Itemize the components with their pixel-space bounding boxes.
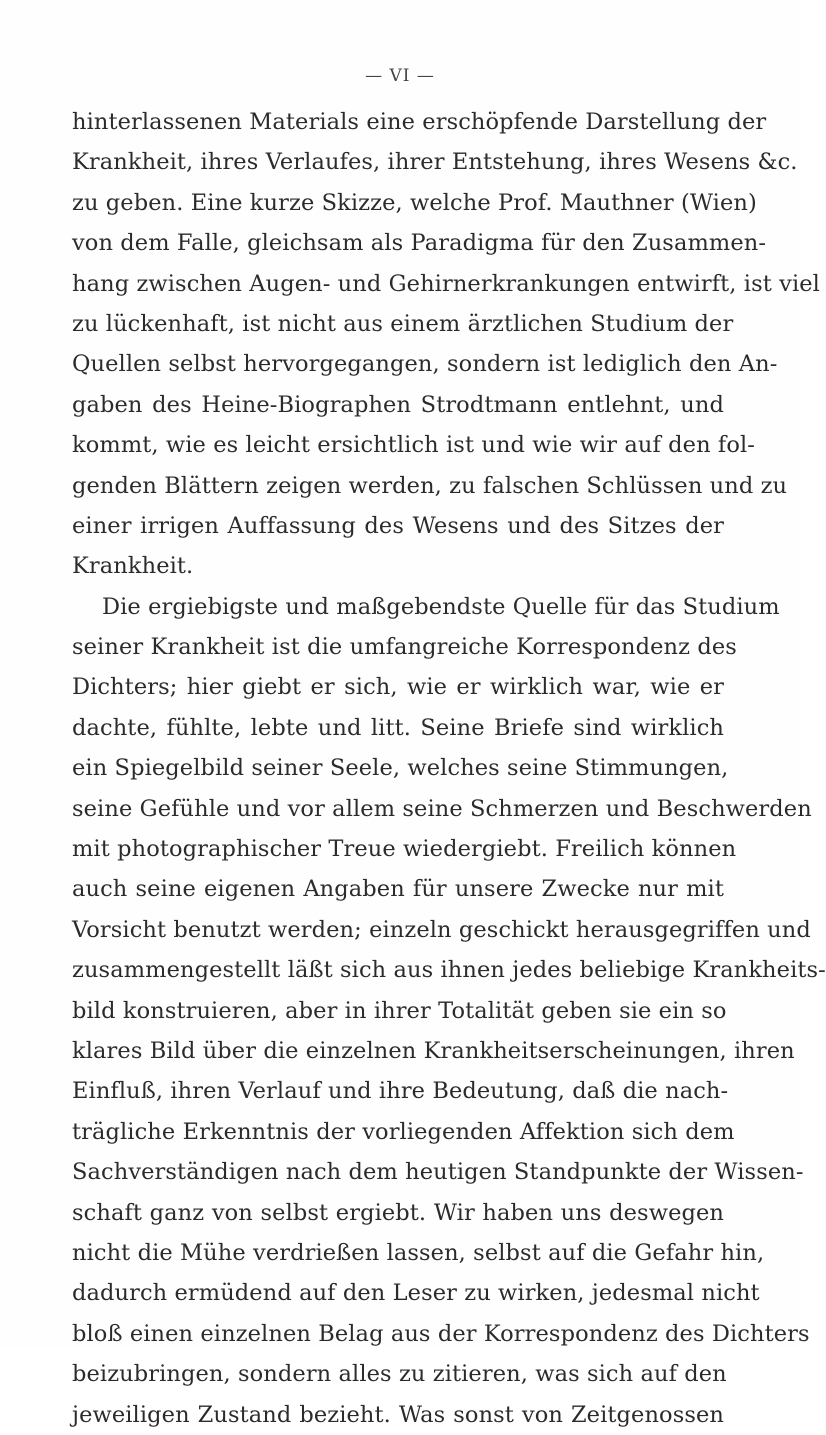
text-line: Krankheit. <box>72 553 194 580</box>
text-line: Krankheit, ihres Verlaufes, ihrer Entstehung, ihres Wesens &c. <box>72 149 798 176</box>
text-line: ein Spiegelbild seiner Seele, welches seine Stimmungen, <box>72 755 729 782</box>
text-line: auch seine eigenen Angaben für unsere Zwecke nur mit <box>72 876 724 903</box>
text-line: hang zwischen Augen- und Gehirnerkrankungen entwirft, ist viel <box>72 270 820 297</box>
text-line: dachte, fühlte, lebte und litt. Seine Briefe sind wirklich <box>72 714 724 741</box>
text-line: Die ergiebigste und maßgebendste Quelle für das Studium <box>102 593 780 620</box>
text-line: klares Bild über die einzelnen Krankheitserscheinungen, ihren <box>72 1037 795 1064</box>
text-line: hinterlassenen Materials eine erschöpfende Darstellung der <box>72 109 767 135</box>
text-line: Quellen selbst hervorgegangen, sondern ist lediglich den An- <box>72 351 778 378</box>
text-line: Dichters; hier giebt er sich, wie er wirklich war, wie er <box>72 674 724 701</box>
text-line: jeweiligen Zustand bezieht. Was sonst von Zeitgenossen <box>72 1401 724 1428</box>
text-line: nicht die Mühe verdrießen lassen, selbst auf die Gefahr hin, <box>72 1239 765 1266</box>
text-line: von dem Falle, gleichsam als Paradigma für den Zusammen- <box>72 230 767 257</box>
text-line: beizubringen, sondern alles zu zitieren, was sich auf den <box>72 1361 727 1388</box>
text-line: schaft ganz von selbst ergiebt. Wir haben uns deswegen <box>72 1199 724 1226</box>
text-line: kommt, wie es leicht ersichtlich ist und wie wir auf den fol- <box>72 432 755 459</box>
text-line: zusammengestellt läßt sich aus ihnen jedes beliebige Krankheits- <box>72 957 826 984</box>
body-text <box>72 102 826 1435</box>
text-line: seine Gefühle und vor allem seine Schmerzen und Beschwerden <box>72 795 812 822</box>
text-line: bild konstruieren, aber in ihrer Totalität geben sie ein so <box>72 997 727 1024</box>
text-line: Einfluß, ihren Verlauf und ihre Bedeutung, daß die nach- <box>72 1078 729 1105</box>
text-line: einer irrigen Auffassung des Wesens und des Sitzes der <box>72 512 724 539</box>
text-line: gaben des Heine-Biographen Strodtmann entlehnt, und <box>72 391 724 418</box>
text-line: Sachverständigen nach dem heutigen Standpunkte der Wissen- <box>72 1159 804 1186</box>
page-number-header: — VI — <box>365 66 435 86</box>
text-line: zu lückenhaft, ist nicht aus einem ärztlichen Studium der <box>72 310 734 337</box>
text-line: seiner Krankheit ist die umfangreiche Korrespondenz des <box>72 634 737 661</box>
text-line: dadurch ermüdend auf den Leser zu wirken, jedesmal nicht <box>72 1280 760 1307</box>
text-line: bloß einen einzelnen Belag aus der Korrespondenz des Dichters <box>72 1320 810 1347</box>
text-line: trägliche Erkenntnis der vorliegenden Affektion sich dem <box>72 1118 735 1145</box>
text-line: genden Blättern zeigen werden, zu falschen Schlüssen und zu <box>72 472 788 499</box>
text-line: zu geben. Eine kurze Skizze, welche Prof. Mauthner (Wien) <box>72 189 757 216</box>
text-line: mit photographischer Treue wiedergiebt. Freilich können <box>72 836 737 863</box>
text-line: Vorsicht benutzt werden; einzeln geschickt herausgegriffen und <box>72 916 811 943</box>
